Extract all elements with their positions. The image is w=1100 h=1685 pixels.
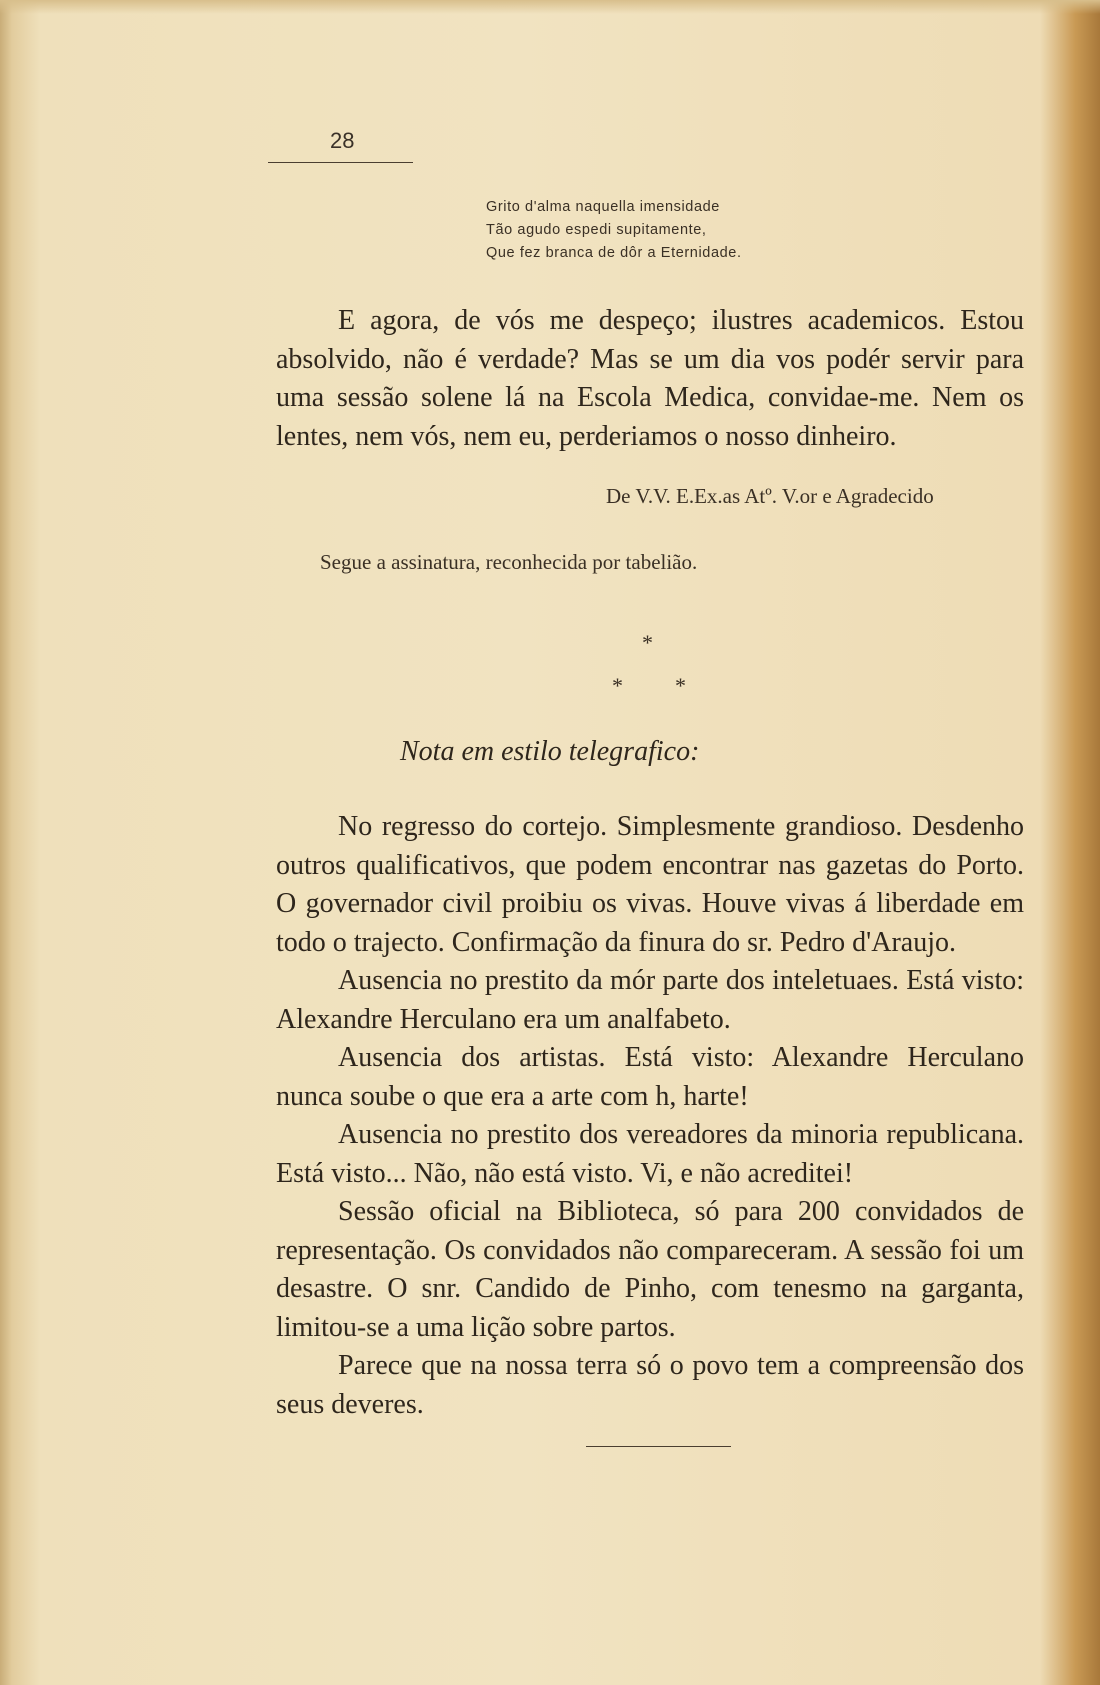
- poem-line: Tão agudo espedi supitamente,: [486, 222, 707, 238]
- paragraph: Sessão oficial na Biblioteca, só para 200 convidados de representação. Os convidados não compareceram. A sessão foi um desastre. O snr. Candido de Pinho, com tenesmo na garganta, limitou-se a uma lição sobre partos.: [276, 1196, 1024, 1343]
- paragraph: Ausencia dos artistas. Está visto: Alexandre Herculano nunca soube o que era a arte com h, harte!: [276, 1042, 1024, 1112]
- closing-formula: De V.V. E.Ex.as Atº. V.or e Agradecido: [606, 484, 934, 508]
- paragraph: E agora, de vós me despeço; ilustres academicos. Estou absolvido, não é verdade? Mas se um dia vos podér servir para uma sessão solene lá na Escola Medica, convidae-me. Nem os lentes, nem vós, nem eu, perderiamos o nosso dinheiro.: [276, 305, 1024, 452]
- signature-note: Segue a assinatura, reconhecida por tabelião.: [320, 550, 698, 574]
- asterism-star: *: [642, 630, 653, 655]
- paragraph: No regresso do cortejo. Simplesmente grandioso. Desdenho outros qualificativos, que podem encontrar nas gazetas do Porto. O governador civil proibiu os vivas. Houve vivas á liberdade em todo o trajecto. Confirmação da finura do sr. Pedro d'Araujo.: [276, 811, 1024, 958]
- page-top-edge: [0, 0, 1100, 14]
- header-rule: [268, 162, 413, 163]
- poem-line: Que fez branca de dôr a Eternidade.: [486, 245, 742, 261]
- asterism-star: *: [612, 673, 623, 698]
- page-number: 28: [330, 128, 355, 153]
- farewell-paragraph: [276, 302, 1024, 456]
- paragraph: Ausencia no prestito dos vereadores da minoria republicana. Está visto... Não, não está visto. Vi, e não acreditei!: [276, 1119, 1024, 1189]
- end-rule: [586, 1446, 731, 1447]
- poem-line: Grito d'alma naquella imensidade: [486, 199, 720, 215]
- paragraph: Ausencia no prestito da mór parte dos inteletuaes. Está visto: Alexandre Herculano era um analfabeto.: [276, 965, 1024, 1035]
- asterism-star: *: [675, 673, 686, 698]
- section-title: Nota em estilo telegrafico:: [400, 736, 700, 767]
- paragraph: Parece que na nossa terra só o povo tem a compreensão dos seus deveres.: [276, 1350, 1024, 1420]
- telegraphic-note: [276, 808, 1024, 1424]
- poem-quote: [486, 196, 742, 265]
